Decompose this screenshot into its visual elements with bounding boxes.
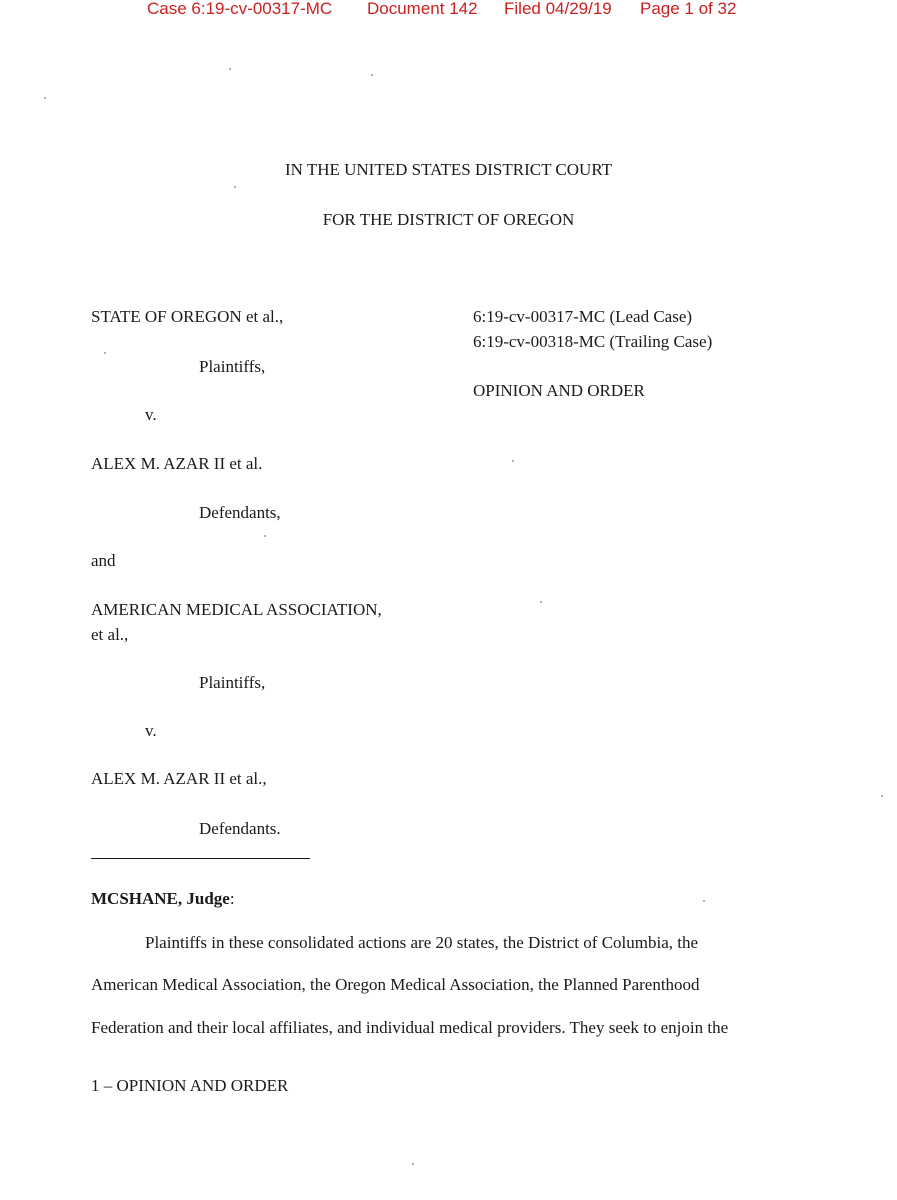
caption-role-3: Plaintiffs, <box>199 673 266 692</box>
scan-speck <box>881 795 883 797</box>
body-line-1: Plaintiffs in these consolidated actions are 20 states, the District of Columbia, the <box>145 933 699 952</box>
scan-speck <box>44 97 46 99</box>
ecf-header-stamp <box>0 0 897 24</box>
caption-party-1: STATE OF OREGON et al., <box>91 307 284 326</box>
caption-versus-1: v. <box>145 405 157 424</box>
filed-date-stamp: Filed 04/29/19 <box>504 0 612 18</box>
trailing-case-number: 6:19-cv-00318-MC (Trailing Case) <box>473 332 713 351</box>
document-title: OPINION AND ORDER <box>473 381 645 400</box>
caption-role-2: Defendants, <box>199 503 281 522</box>
case-number-stamp: Case 6:19-cv-00317-MC <box>147 0 333 18</box>
scan-speck <box>540 601 542 603</box>
court-district: FOR THE DISTRICT OF OREGON <box>322 210 575 229</box>
caption-and: and <box>91 551 116 570</box>
body-line-3: Federation and their local affiliates, and individual medical providers. They seek to enjoin the <box>91 1018 729 1037</box>
judge-heading <box>91 890 235 907</box>
judge-colon: : <box>229 889 235 908</box>
scan-speck <box>264 535 266 537</box>
court-name: IN THE UNITED STATES DISTRICT COURT <box>284 160 613 179</box>
scan-speck <box>412 1163 414 1165</box>
scan-speck <box>234 186 236 188</box>
caption-party-3-line-1: AMERICAN MEDICAL ASSOCIATION, <box>91 600 382 619</box>
scan-speck <box>104 352 106 354</box>
caption-role-4: Defendants. <box>199 819 281 838</box>
scan-speck <box>703 900 705 902</box>
scan-speck <box>371 74 373 76</box>
caption-party-3-line-2: et al., <box>91 625 129 644</box>
page-footer: 1 – OPINION AND ORDER <box>91 1076 289 1095</box>
page-count-stamp: Page 1 of 32 <box>640 0 737 18</box>
caption-divider <box>91 858 310 859</box>
caption-party-2: ALEX M. AZAR II et al. <box>91 454 263 473</box>
caption-party-4: ALEX M. AZAR II et al., <box>91 769 267 788</box>
lead-case-number: 6:19-cv-00317-MC (Lead Case) <box>473 307 693 326</box>
document-number-stamp: Document 142 <box>367 0 478 18</box>
scan-speck <box>229 68 231 70</box>
caption-versus-2: v. <box>145 721 157 740</box>
caption-role-1: Plaintiffs, <box>199 357 266 376</box>
body-line-2: American Medical Association, the Oregon Medical Association, the Planned Parenthood <box>91 975 700 994</box>
judge-name: MCSHANE, Judge <box>91 889 230 908</box>
scan-speck <box>512 460 514 462</box>
